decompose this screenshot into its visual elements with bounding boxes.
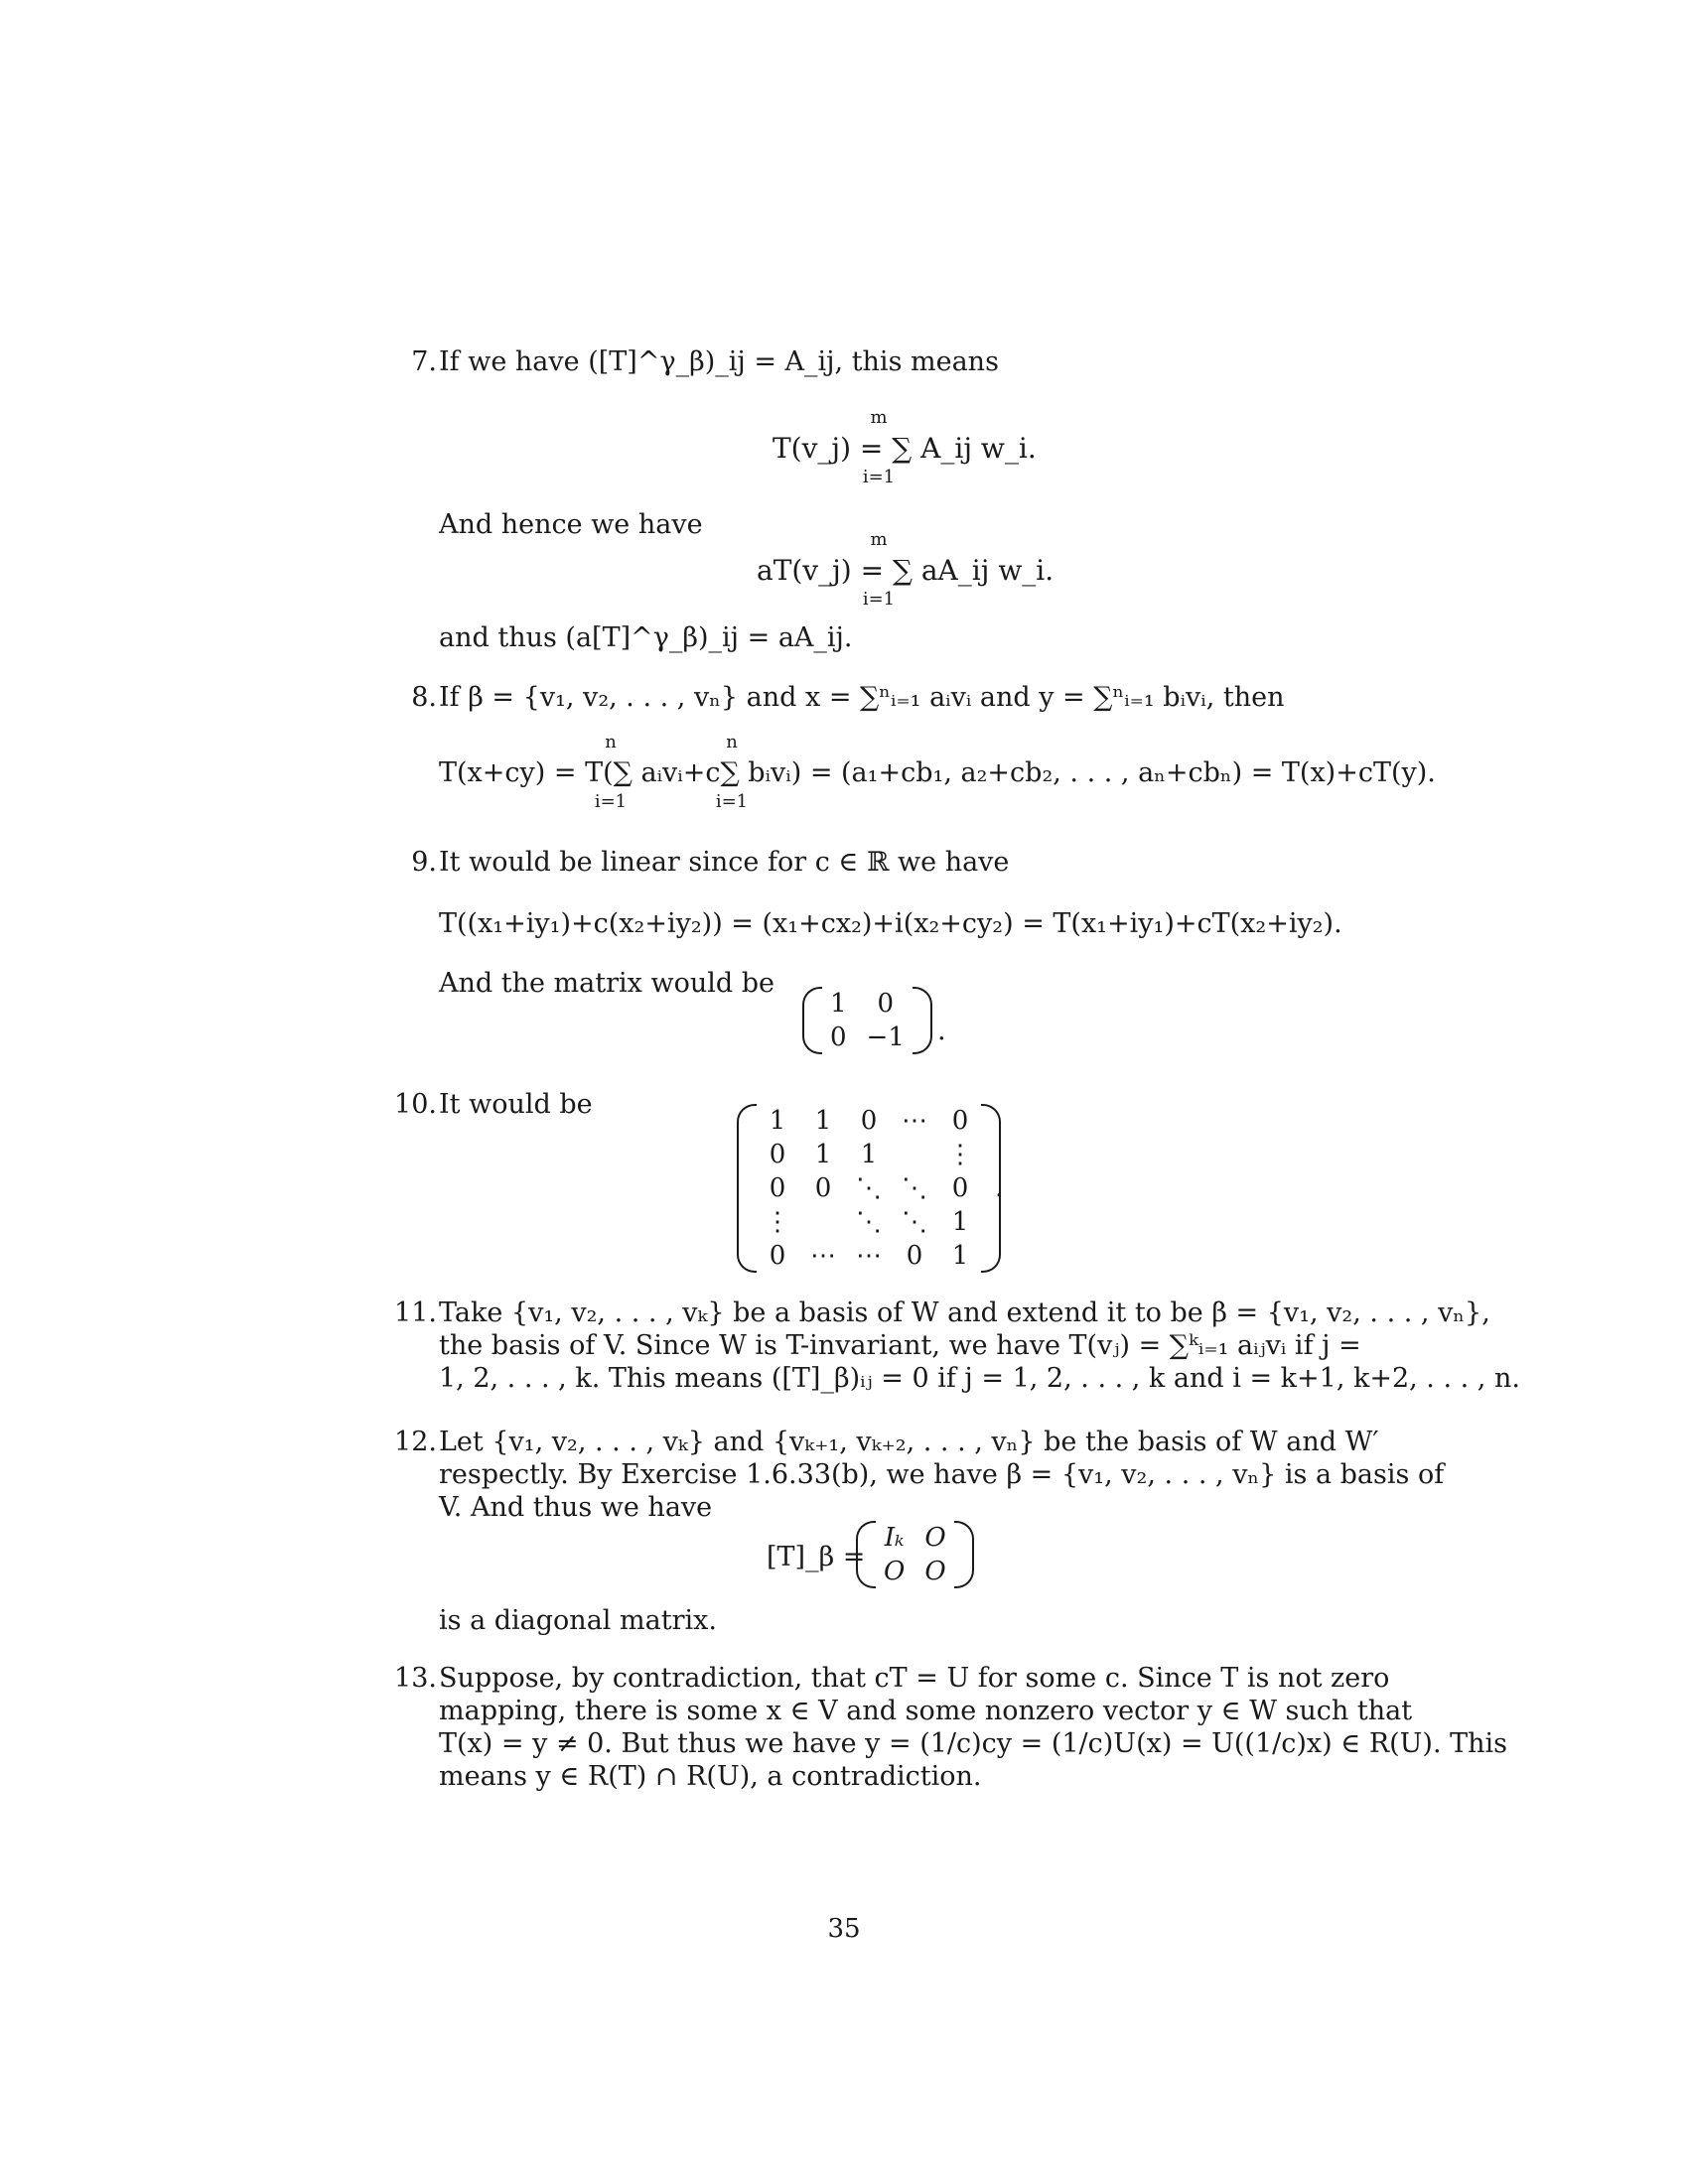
- item-13-line: means y ∈ R(T) ∩ R(U), a contradiction.: [439, 1761, 982, 1792]
- matrix-cell: 0: [860, 1106, 878, 1136]
- item-10-intro: It would be: [439, 1089, 593, 1120]
- matrix-cell: O: [884, 1557, 906, 1586]
- matrix-cell: O: [924, 1557, 946, 1586]
- left-paren: [802, 987, 822, 1054]
- matrix-cell: 0: [951, 1106, 969, 1136]
- left-paren: [737, 1104, 757, 1273]
- item-9-mid: And the matrix would be: [439, 968, 774, 999]
- sum-lower-limit: i=1: [594, 791, 628, 812]
- right-paren: [954, 1521, 974, 1588]
- item-7-intro: If we have ([T]^γ_β)_ij = A_ij, this means: [439, 346, 999, 377]
- sum-upper-limit: n: [605, 732, 617, 752]
- item-number: 13.: [394, 1663, 437, 1694]
- item-number: 12.: [394, 1427, 437, 1457]
- item-11-line: 1, 2, . . . , k. This means ([T]_β)ᵢⱼ = 0 if j = 1, 2, . . . , k and i = k+1, k+2, . . . , n.: [439, 1363, 1520, 1394]
- matrix-cell: 0: [877, 989, 894, 1019]
- matrix-cell: ⋯: [810, 1241, 836, 1271]
- item-number: 8.: [411, 682, 437, 713]
- matrix-cell: 1: [951, 1241, 969, 1271]
- matrix-cell: Iₖ: [884, 1523, 905, 1553]
- item-12-line: Let {v₁, v₂, . . . , vₖ} and {vₖ₊₁, vₖ₊₂, . . . , vₙ} be the basis of W and W′: [439, 1427, 1379, 1457]
- item-12-end: is a diagonal matrix.: [439, 1605, 717, 1636]
- item-12-line: respectly. By Exercise 1.6.33(b), we have β = {v₁, v₂, . . . , vₙ} is a basis of: [439, 1459, 1445, 1490]
- matrix-cell: −1: [866, 1023, 905, 1052]
- matrix-cell: ⋱: [902, 1207, 927, 1237]
- matrix-cell: 0: [769, 1173, 786, 1203]
- matrix-cell: 1: [951, 1207, 969, 1237]
- matrix-cell: 1: [769, 1106, 786, 1136]
- sum-lower-limit: i=1: [715, 791, 749, 812]
- item-12-line: V. And thus we have: [439, 1492, 713, 1523]
- item-13-line: mapping, there is some x ∈ V and some nonzero vector y ∈ W such that: [439, 1696, 1413, 1726]
- item-number: 10.: [394, 1089, 437, 1120]
- sum-upper-limit: m: [870, 407, 888, 428]
- item-number: 7.: [411, 346, 437, 377]
- matrix-cell: 0: [769, 1241, 786, 1271]
- matrix-cell: 1: [814, 1106, 832, 1136]
- matrix-cell: 0: [906, 1241, 923, 1271]
- item-11-line: the basis of V. Since W is T-invariant, we have T(vⱼ) = ∑ᵏᵢ₌₁ aᵢⱼvᵢ if j =: [439, 1330, 1361, 1361]
- sum-upper-limit: m: [870, 529, 888, 550]
- item-7-end: and thus (a[T]^γ_β)_ij = aA_ij.: [439, 622, 853, 653]
- item-number: 11.: [394, 1297, 437, 1328]
- right-paren: [913, 987, 932, 1054]
- period: .: [937, 1016, 946, 1046]
- item-9-intro: It would be linear since for c ∈ ℝ we have: [439, 847, 1010, 878]
- matrix-cell: ⋯: [856, 1241, 882, 1271]
- matrix-2x2: [802, 987, 932, 1054]
- matrix-cell: ⋮: [765, 1207, 790, 1237]
- matrix-cell: ⋯: [902, 1106, 927, 1136]
- left-paren: [856, 1521, 876, 1588]
- period: .: [995, 1172, 1004, 1203]
- matrix-5x5: [737, 1104, 1001, 1273]
- matrix-cell: 1: [860, 1140, 878, 1169]
- item-8-intro: If β = {v₁, v₂, . . . , vₙ} and x = ∑ⁿᵢ₌₁ aᵢvᵢ and y = ∑ⁿᵢ₌₁ bᵢvᵢ, then: [439, 682, 1285, 713]
- matrix-cell: ⋮: [947, 1140, 973, 1169]
- matrix-cell: ⋱: [856, 1173, 882, 1203]
- matrix-cell: 0: [769, 1140, 786, 1169]
- matrix-cell: [892, 1138, 937, 1171]
- item-8-eq: T(x+cy) = T(∑ aᵢvᵢ+c∑ bᵢvᵢ) = (a₁+cb₁, a₂+cb₂, . . . , aₙ+cbₙ) = T(x)+cT(y).: [439, 757, 1436, 788]
- page-number: 35: [827, 1914, 861, 1944]
- matrix-cell: O: [924, 1523, 946, 1553]
- matrix-cell: 0: [830, 1023, 847, 1052]
- item-number: 9.: [411, 847, 437, 878]
- item-7-mid: And hence we have: [439, 509, 703, 540]
- item-7-eq1: T(v_j) = ∑ A_ij w_i.: [773, 432, 1037, 465]
- block-matrix: [856, 1521, 974, 1588]
- matrix-cell: 1: [830, 989, 847, 1019]
- matrix-cell: 0: [814, 1173, 832, 1203]
- matrix-cell: ⋱: [856, 1207, 882, 1237]
- item-7-eq2: aT(v_j) = ∑ aA_ij w_i.: [757, 554, 1055, 587]
- sum-lower-limit: i=1: [862, 467, 896, 487]
- sum-upper-limit: n: [726, 732, 738, 752]
- item-13-line: Suppose, by contradiction, that cT = U for some c. Since T is not zero: [439, 1663, 1390, 1694]
- matrix-cell: 0: [951, 1173, 969, 1203]
- matrix-cell: 1: [814, 1140, 832, 1169]
- matrix-cell: ⋱: [902, 1173, 927, 1203]
- sum-lower-limit: i=1: [862, 589, 896, 610]
- item-9-eq: T((x₁+iy₁)+c(x₂+iy₂)) = (x₁+cx₂)+i(x₂+cy₂) = T(x₁+iy₁)+cT(x₂+iy₂).: [439, 908, 1342, 939]
- item-13-line: T(x) = y ≠ 0. But thus we have y = (1/c)cy = (1/c)U(x) = U((1/c)x) ∈ R(U). This: [439, 1728, 1508, 1759]
- matrix-cell: [800, 1205, 846, 1239]
- item-12-lhs: [T]_β =: [767, 1542, 866, 1572]
- item-11-line: Take {v₁, v₂, . . . , vₖ} be a basis of W and extend it to be β = {v₁, v₂, . . . , vₙ},: [439, 1297, 1490, 1328]
